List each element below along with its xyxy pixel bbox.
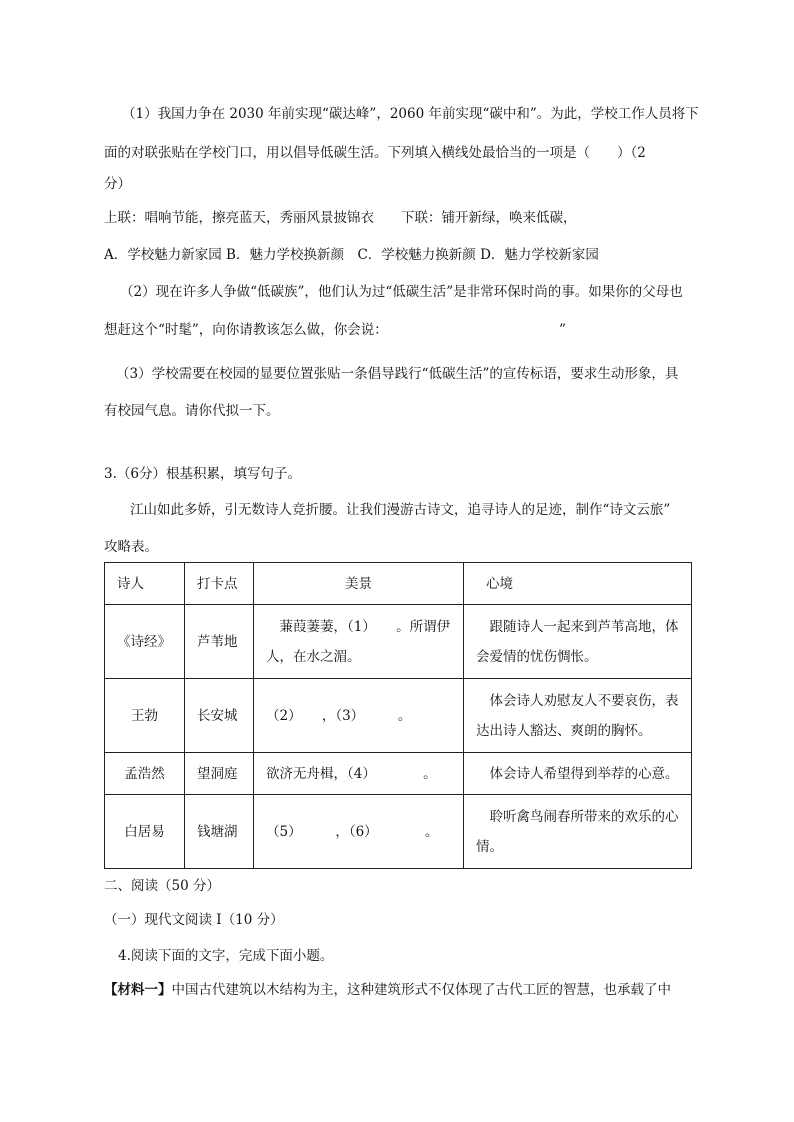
table-cell: 体会诗人希望得到举荐的心意。: [464, 753, 692, 795]
table-cell: 孟浩然: [105, 753, 185, 795]
part-2-title: 二、阅读（50 分）: [104, 878, 220, 894]
q2-closing-quote: ”: [559, 322, 566, 338]
table-row: [105, 679, 692, 753]
table-cell: 聆听禽鸟闹春所带来的欢乐的心情。: [464, 795, 692, 869]
q3-line-1: （3）学校需要在校园的显要位置张贴一条倡导践行“低碳生活”的宣传标语，要求生动形象，具: [116, 366, 679, 382]
section-3-intro-1: 江山如此多娇，引无数诗人竞折腰。让我们漫游古诗文，追寻诗人的足迹，制作“诗文云旅”: [130, 502, 671, 518]
poetry-table: [104, 562, 692, 869]
table-cell: 蒹葭萋萋，（1） 。所谓伊人，在水之湄。: [254, 605, 464, 679]
table-row: [105, 795, 692, 869]
section-3-title: 3.（6分）根基积累，填写句子。: [104, 466, 301, 482]
q2-line-2: 想赶这个“时髦”，向你请教该怎么做，你会说：: [104, 322, 388, 338]
material-1-text: 中国古代建筑以木结构为主，这种建筑形式不仅体现了古代工匠的智慧，也承载了中: [171, 982, 671, 998]
q3-line-2: 有校园气息。请你代拟一下。: [104, 403, 280, 419]
table-row: [105, 605, 692, 679]
question-4: 4.阅读下面的文字，完成下面小题。: [118, 948, 334, 964]
couplet: 上联：唱响节能，擦亮蓝天，秀丽风景披锦衣 下联：铺开新绿，唤来低碳，: [104, 210, 577, 226]
table-header: 诗人: [105, 563, 185, 605]
table-cell: 长安城: [185, 679, 254, 753]
table-cell: 望洞庭: [185, 753, 254, 795]
table-cell: 钱塘湖: [185, 795, 254, 869]
material-1-label: 【材料一】: [104, 982, 172, 998]
table-header: 美景: [254, 563, 464, 605]
material-1: [104, 980, 671, 1000]
part-2-subtitle: （一）现代文阅读 I（10 分）: [104, 912, 284, 928]
table-cell: 欲济无舟楫，（4） 。: [254, 753, 464, 795]
table-cell: 芦苇地: [185, 605, 254, 679]
q2-line-1: （2）现在许多人争做“低碳族”，他们认为过“低碳生活”是非常环保时尚的事。如果你的父母也: [120, 284, 683, 300]
table-row: [105, 753, 692, 795]
q1-options: A．学校魅力新家园 B．魅力学校换新颜 C．学校魅力换新颜 D．魅力学校新家园: [104, 247, 599, 263]
section-3-intro-2: 攻略表。: [104, 539, 158, 555]
table-cell: 跟随诗人一起来到芦苇高地，体会爱情的忧伤惆怅。: [464, 605, 692, 679]
q1-line-1: （1）我国力争在 2030 年前实现“碳达峰”，2060 年前实现“碳中和”。为此，学校工作人员将下: [122, 106, 699, 122]
table-header-row: [105, 563, 692, 605]
table-header: 打卡点: [185, 563, 254, 605]
table-cell: 《诗经》: [105, 605, 185, 679]
q1-line-3: 分）: [104, 176, 131, 192]
table-cell: （2） ，（3） 。: [254, 679, 464, 753]
q1-line-2: 面的对联张贴在学校门口，用以倡导低碳生活。下列填入横线处最恰当的一项是（ ）（2: [104, 145, 646, 161]
table-cell: 白居易: [105, 795, 185, 869]
table-cell: 体会诗人劝慰友人不要哀伤，表达出诗人豁达、爽朗的胸怀。: [464, 679, 692, 753]
table-cell: 王勃: [105, 679, 185, 753]
table-header: 心境: [464, 563, 692, 605]
table-cell: （5） ，（6） 。: [254, 795, 464, 869]
